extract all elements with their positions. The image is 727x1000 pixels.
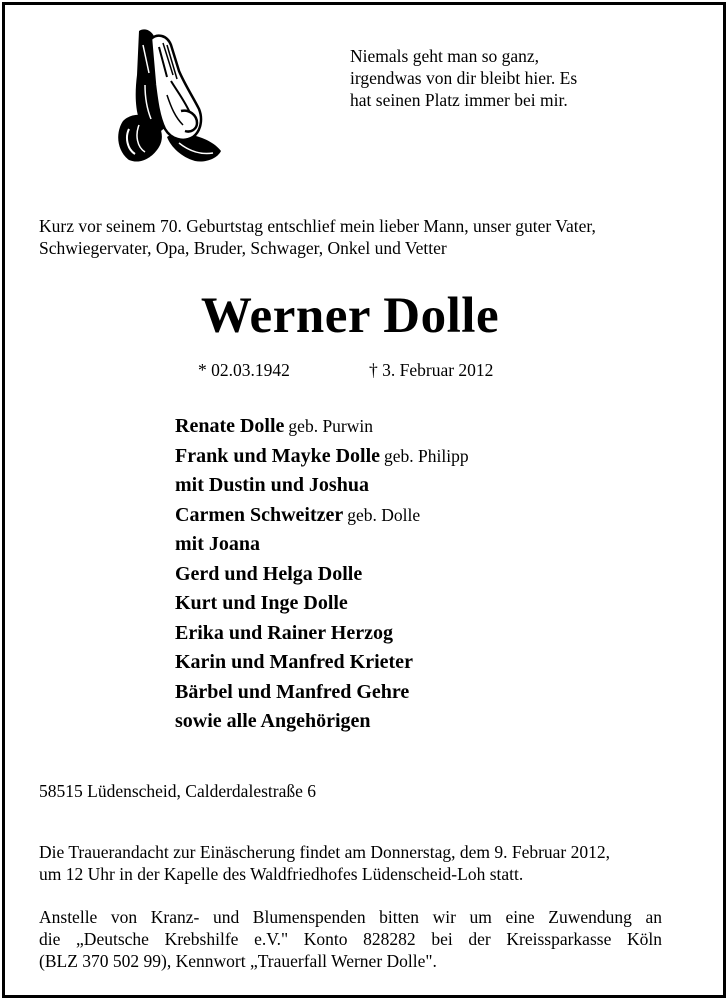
mourner-entry	[175, 442, 675, 472]
mourner-entry	[175, 619, 675, 649]
mourner-entry	[175, 530, 675, 560]
deceased-name: Werner Dolle	[200, 288, 500, 344]
mourner-name: Erika und Rainer Herzog	[175, 621, 393, 644]
poem-line: hat seinen Platz immer bei mir.	[350, 90, 568, 110]
intro-text	[39, 215, 699, 259]
mourner-name: Kurt und Inge Dolle	[175, 592, 348, 614]
mourner-name: Frank und Mayke Dolle	[175, 444, 381, 467]
mourner-entry	[175, 412, 675, 442]
death-date: † 3. Februar 2012	[369, 360, 494, 380]
mourner-maiden-name: geb. Dolle	[347, 504, 421, 525]
intro-line: Kurz vor seinem 70. Geburtstag entschlief mein lieber Mann, unser guter Vater,	[39, 216, 596, 236]
mourner-name: Gerd und Helga Dolle	[175, 562, 363, 585]
obituary-notice	[2, 2, 726, 998]
mourner-entry	[175, 560, 675, 590]
mourner-entry	[175, 501, 675, 531]
mourner-maiden-name: geb. Purwin	[288, 416, 373, 436]
poem-line: Niemals geht man so ganz,	[350, 46, 540, 66]
mourner-entry	[175, 471, 675, 501]
family-address: 58515 Lüdenscheid, Calderdalestraße 6	[39, 781, 316, 801]
mourner-entry	[175, 678, 675, 708]
donation-request	[39, 906, 662, 972]
mourner-name: sowie alle Angehörigen	[175, 710, 371, 732]
poem-line: irgendwas von dir bleibt hier. Es	[350, 68, 578, 88]
mourner-name: Carmen Schweitzer	[175, 503, 344, 526]
mourners-list	[175, 412, 675, 737]
donation-line: Anstelle von Kranz- und Blumenspenden bitten wir um eine Zuwendung an	[39, 907, 662, 927]
mourner-name: Karin und Manfred Krieter	[175, 651, 413, 673]
mourner-name: mit Joana	[175, 533, 260, 555]
intro-line: Schwiegervater, Opa, Bruder, Schwager, Onkel und Vetter	[39, 238, 447, 258]
mourner-entry	[175, 648, 675, 678]
birth-date: * 02.03.1942	[198, 360, 290, 380]
mourner-entry	[175, 589, 675, 619]
praying-hands-icon	[109, 25, 227, 165]
mourner-name: mit Dustin und Joshua	[175, 474, 369, 496]
mourner-entry	[175, 707, 675, 737]
donation-line: (BLZ 370 502 99), Kennwort „Trauerfall Werner Dolle".	[39, 951, 437, 971]
service-announcement	[39, 841, 662, 885]
mourner-maiden-name: geb. Philipp	[384, 445, 469, 466]
mourner-name: Renate Dolle	[175, 415, 285, 437]
donation-line: die „Deutsche Krebshilfe e.V." Konto 828282 bei der Kreissparkasse Köln	[39, 929, 662, 949]
service-line: Die Trauerandacht zur Einäscherung findet am Donnerstag, dem 9. Februar 2012,	[39, 842, 611, 862]
service-line: um 12 Uhr in der Kapelle des Waldfriedhofes Lüdenscheid-Loh statt.	[39, 864, 524, 884]
mourner-name: Bärbel und Manfred Gehre	[175, 680, 410, 703]
poem	[350, 45, 680, 111]
